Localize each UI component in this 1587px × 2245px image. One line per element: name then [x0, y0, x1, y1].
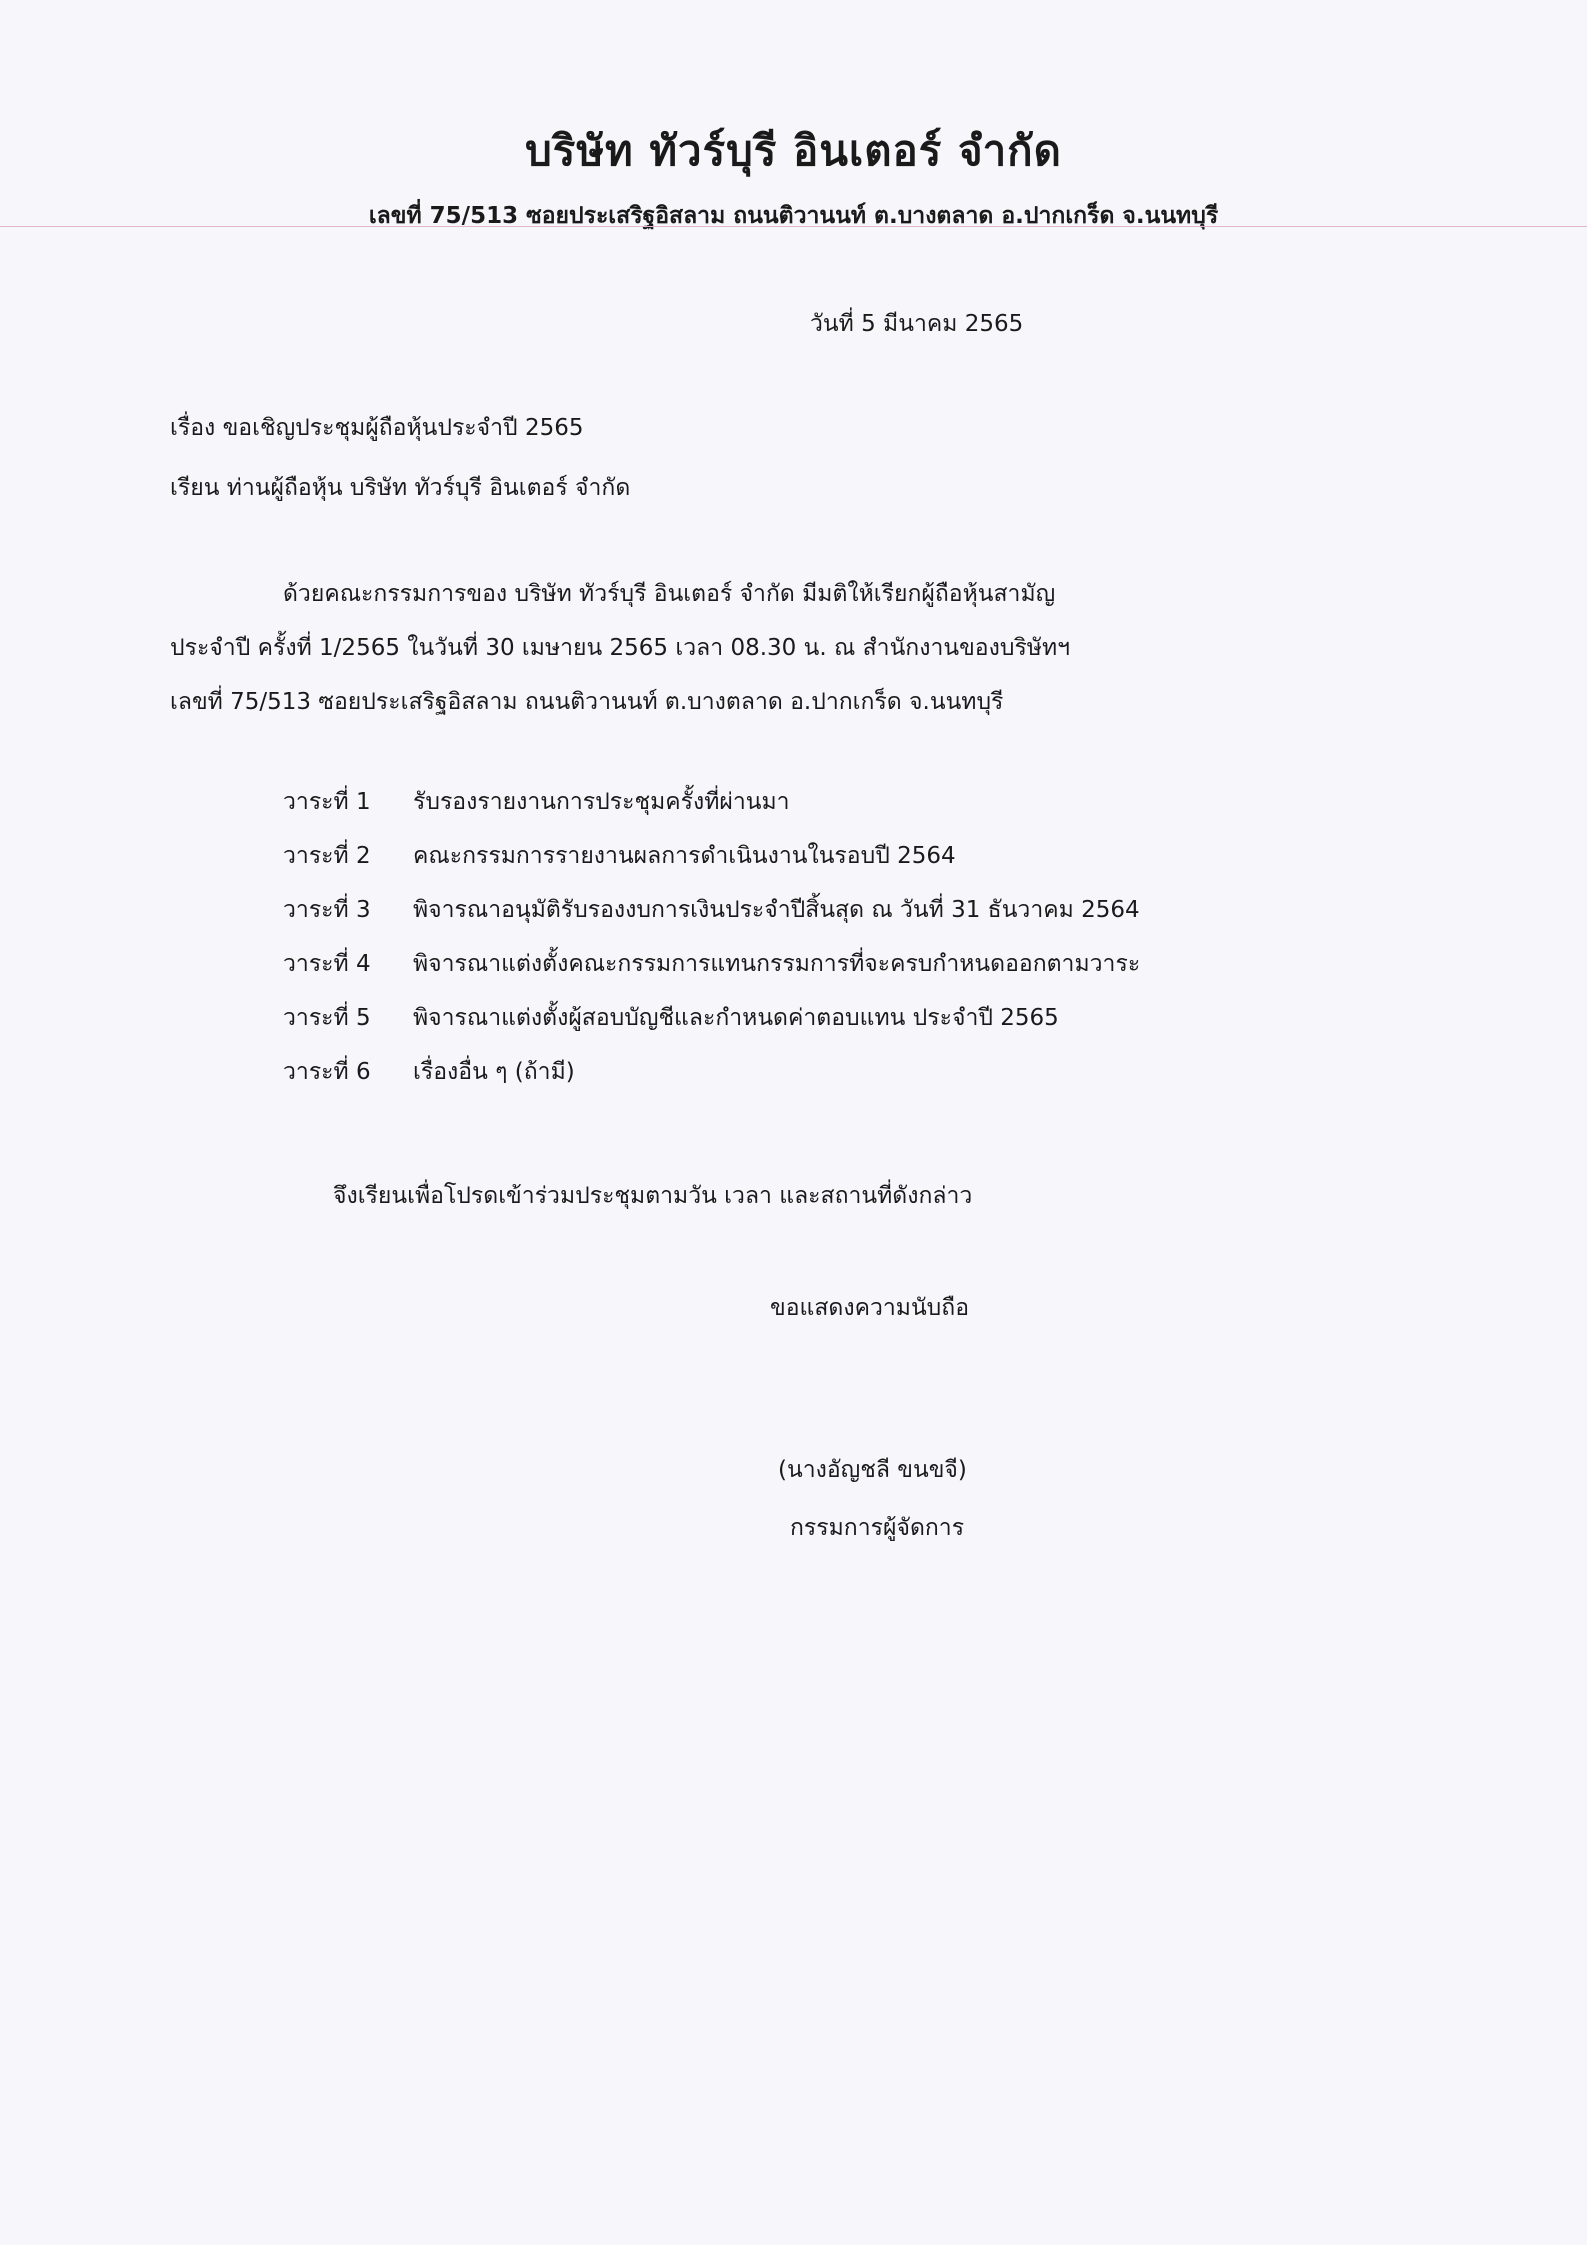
signer-title: กรรมการผู้จัดการ [790, 1515, 965, 1541]
body-line-1: ด้วยคณะกรรมการของ บริษัท ทัวร์บุรี อินเตอร์ จำกัด มีมติให้เรียกผู้ถือหุ้นสามัญ [283, 581, 1056, 607]
company-address: เลขที่ 75/513 ซอยประเสริฐอิสลาม ถนนติวานนท์ ต.บางตลาด อ.ปากเกร็ด จ.นนทบุรี [368, 203, 1219, 229]
agenda-number: วาระที่ 3 [283, 897, 371, 923]
agenda-item [283, 784, 1140, 838]
agenda-number: วาระที่ 5 [283, 1005, 371, 1031]
body-line-2: ประจำปี ครั้งที่ 1/2565 ในวันที่ 30 เมษายน 2565 เวลา 08.30 น. ณ สำนักงานของบริษัทฯ [170, 635, 1071, 661]
agenda-item [283, 838, 1140, 892]
agenda-text: พิจารณาอนุมัติรับรองงบการเงินประจำปีสิ้นสุด ณ วันที่ 31 ธันวาคม 2564 [413, 897, 1140, 923]
body-line-3: เลขที่ 75/513 ซอยประเสริฐอิสลาม ถนนติวานนท์ ต.บางตลาด อ.ปากเกร็ด จ.นนทบุรี [170, 689, 1004, 715]
letter-date: วันที่ 5 มีนาคม 2565 [810, 311, 1024, 337]
agenda-item [283, 1054, 1140, 1108]
agenda-text: รับรองรายงานการประชุมครั้งที่ผ่านมา [413, 789, 790, 815]
agenda-number: วาระที่ 1 [283, 789, 371, 815]
agenda-item [283, 892, 1140, 946]
agenda-text: พิจารณาแต่งตั้งคณะกรรมการแทนกรรมการที่จะครบกำหนดออกตามวาระ [413, 951, 1141, 977]
agenda-item [283, 1000, 1140, 1054]
agenda-text: คณะกรรมการรายงานผลการดำเนินงานในรอบปี 2564 [413, 843, 956, 869]
signer-name: (นางอัญชลี ขนขจี) [778, 1457, 967, 1483]
letter-recipient: เรียน ท่านผู้ถือหุ้น บริษัท ทัวร์บุรี อินเตอร์ จำกัด [170, 475, 631, 501]
agenda-number: วาระที่ 4 [283, 951, 371, 977]
agenda-list [283, 784, 1140, 1108]
agenda-number: วาระที่ 6 [283, 1059, 371, 1085]
agenda-number: วาระที่ 2 [283, 843, 371, 869]
header-divider [0, 226, 1587, 227]
letter-subject: เรื่อง ขอเชิญประชุมผู้ถือหุ้นประจำปี 2565 [170, 415, 584, 441]
agenda-text: เรื่องอื่น ๆ (ถ้ามี) [413, 1059, 575, 1085]
closing-sentence: จึงเรียนเพื่อโปรดเข้าร่วมประชุมตามวัน เวลา และสถานที่ดังกล่าว [333, 1183, 973, 1209]
company-name: บริษัท ทัวร์บุรี อินเตอร์ จำกัด [525, 126, 1062, 175]
agenda-text: พิจารณาแต่งตั้งผู้สอบบัญชีและกำหนดค่าตอบแทน ประจำปี 2565 [413, 1005, 1059, 1031]
regards: ขอแสดงความนับถือ [770, 1295, 970, 1321]
agenda-item [283, 946, 1140, 1000]
